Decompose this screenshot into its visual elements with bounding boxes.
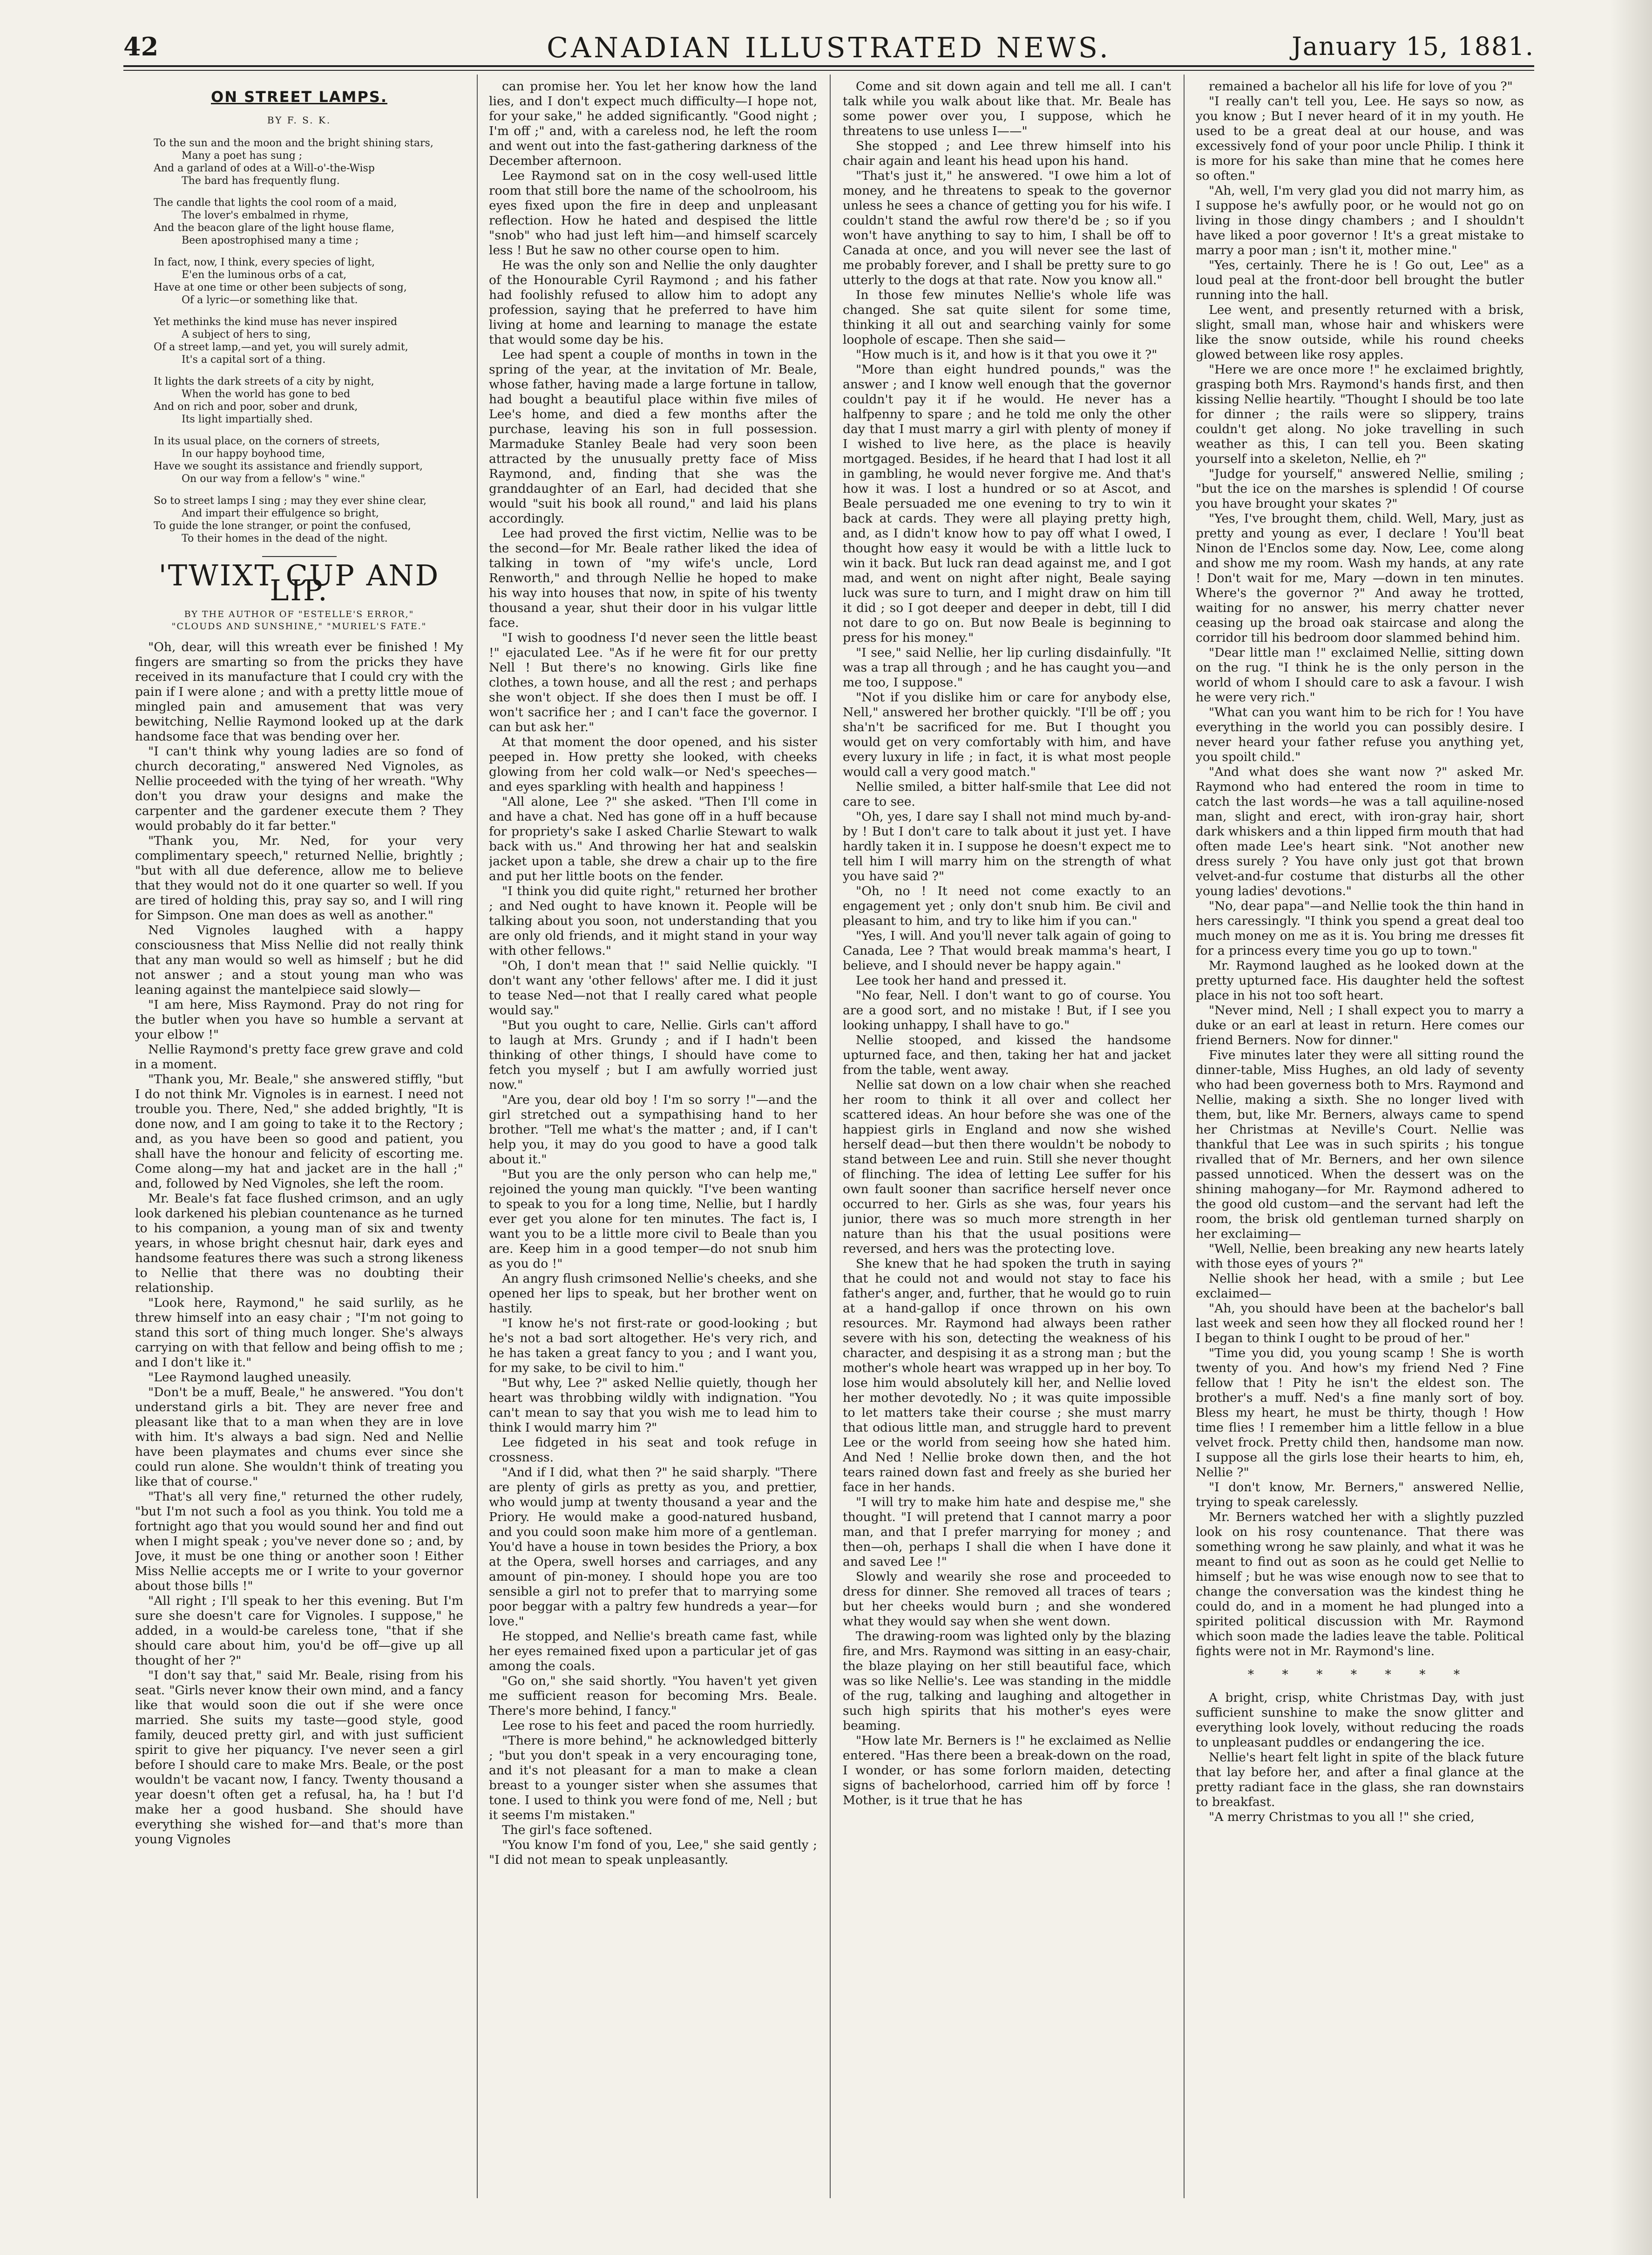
poem-line: To the sun and the moon and the bright shining stars,: [154, 137, 433, 149]
poem-line: To guide the lone stranger, or point the confused,: [154, 520, 411, 532]
poem-line: Yet methinks the kind muse has never inspired: [154, 316, 398, 328]
paragraph: "But why, Lee ?" asked Nellie quietly, though her heart was throbbing wildly with indignation. "You can't mean to say that you wish me to lead him to think I would marry him ?": [489, 1376, 817, 1435]
paragraph: "I know he's not first-rate or good-looking ; but he's not a bad sort altogether. He's very rich, and he has taken a great fancy to you ; and I want you, for my sake, to be civil to him.": [489, 1316, 817, 1375]
poem-line: Have at one time or other been subjects of song,: [154, 282, 407, 293]
paragraph: "Oh, yes, I dare say I shall not mind much by-and-by ! But I don't care to talk about it just yet. I have hardly taken it in. I suppose he doesn't expect me to tell him I will marry him on the strength of what you have said ?": [843, 809, 1171, 883]
story-text: [1196, 79, 1524, 1825]
poem-body: [135, 137, 463, 545]
paragraph: Lee fidgeted in his seat and took refuge in crossness.: [489, 1435, 817, 1465]
story-text: [489, 79, 817, 1868]
paragraph: "Oh, I don't mean that !" said Nellie quickly. "I don't want any 'other fellows' after me. I did it just to tease Ned—not that I really cared what people would say.": [489, 958, 817, 1018]
paragraph: "Go on," she said shortly. "You haven't yet given me sufficient reason for becoming Mrs. Beale. There's more behind, I fancy.": [489, 1674, 817, 1718]
newspaper-title: CANADIAN ILLUSTRATED NEWS.: [547, 32, 1111, 64]
poem-line: A subject of hers to sing,: [182, 329, 311, 340]
poem-line: The bard has frequently flung.: [182, 175, 340, 187]
paragraph: "All right ; I'll speak to her this evening. But I'm sure she doesn't care for Vignoles. I suppose," he added, in a would-be careless tone, "that if she should care about him, you'd be off—give up all thought of her ?": [135, 1594, 463, 1668]
column-divider: [1184, 75, 1185, 2198]
paragraph: "That's all very fine," returned the other rudely, "but I'm not such a fool as you think. You told me a fortnight ago that you would sound her and find out when I might speak ; you've never done so ; and, by Jove, it must be one thing or another soon ! Either Miss Nellie accepts me or I write to your governor about those bills !": [135, 1489, 463, 1593]
paragraph: "Judge for yourself," answered Nellie, smiling ; "but the ice on the marshes is splendid ! Of course you have brought your skates ?": [1196, 467, 1524, 511]
paragraph: "I can't think why young ladies are so fond of church decorating," answered Ned Vignoles, as Nellie proceeded with the tying of her wreath. "Why don't you draw your designs and make the carpenter and the gardener execute them ? They would probably do it far better.": [135, 744, 463, 833]
paragraph: Lee Raymond sat on in the cosy well-used little room that still bore the name of the schoolroom, his eyes fixed upon the fire in deep and unpleasant reflection. How he hated and despised the little "snob" who had just left him—and himself scarcely less ! But he saw no other course open to him.: [489, 169, 817, 258]
masthead-rule-thin: [123, 70, 1534, 71]
paragraph: Lee went, and presently returned with a brisk, slight, small man, whose hair and whiskers were like the snow outside, while his round cheeks glowed between like rosy apples.: [1196, 303, 1524, 362]
paragraph: Nellie sat down on a low chair when she reached her room to think it all over and collect her scattered ideas. An hour before she was one of the happiest girls in England and now she wished herself dead—but then there wouldn't be nobody to stand between Lee and ruin. Still she never thought of flinching. The idea of letting Lee suffer for his own fault sooner than sacrifice herself never once occurred to her. Girls as she was, four years his junior, there was so much more strength in her nature than his that the usual positions were reversed, and hers was the protecting love.: [843, 1078, 1171, 1256]
poem-stanza: [154, 197, 463, 247]
paragraph: "I am here, Miss Raymond. Pray do not ring for the butler when you have so humble a servant at your elbow !": [135, 998, 463, 1042]
paragraph: Lee had proved the first victim, Nellie was to be the second—for Mr. Beale rather liked the idea of talking in town of "my wife's uncle, Lord Renworth," and through Nellie he hoped to make his way into houses that now, in spite of his twenty thousand a year, shut their door in his vulgar little face.: [489, 526, 817, 630]
poem-byline: BY F. S. K.: [267, 115, 332, 126]
paragraph: "I wish to goodness I'd never seen the little beast !" ejaculated Lee. "As if he were fit for our pretty Nell ! But there's no knowing. Girls like fine clothes, a town house, and all the rest ; and perhaps she won't object. If she does then I must be off. I won't sacrifice her ; and I can't face the governor. I can but ask her.": [489, 631, 817, 734]
poem-line: It lights the dark streets of a city by night,: [154, 376, 374, 387]
paragraph: "All alone, Lee ?" she asked. "Then I'll come in and have a chat. Ned has gone off in a huff because for propriety's sake I asked Charlie Stewart to walk back with us." And throwing her hat and sealskin jacket upon a table, she drew a chair up to the fire and put her little boots on the fender.: [489, 795, 817, 883]
poem-line: When the world has gone to bed: [182, 388, 351, 400]
paragraph: remained a bachelor all his life for love of you ?": [1209, 79, 1513, 94]
paragraph: "Yes, certainly. There he is ! Go out, Lee" as a loud peal at the front-door bell brought the butler running into the hall.: [1196, 258, 1524, 302]
paragraph: "I think you did quite right," returned her brother ; and Ned ought to have known it. People will be talking about you soon, not understanding that you are only old friends, and it might stand in your way with other fellows.": [489, 884, 817, 958]
paragraph: "And if I did, what then ?" he said sharply. "There are plenty of girls as pretty as you, and prettier, who would jump at twenty thousand a year and the Priory. He would make a good-natured husband, and you could soon make him more of a gentleman. You'd have a house in town besides the Priory, a box at the Opera, swell horses and carriages, and any amount of pin-money. I should hope you are too sensible a girl not to prefer that to marrying some poor beggar with a paltry few hundreds a year—for love.": [489, 1465, 817, 1629]
column-divider: [830, 75, 831, 2198]
poem-line: And on rich and poor, sober and drunk,: [154, 401, 358, 413]
paragraph: "Thank you, Mr. Beale," she answered stiffly, "but I do not think Mr. Vignoles is in earnest. I need not trouble you. There, Ned," she added brightly, "It is done now, and I am going to take it to the Rectory ; and, as you have been so good and patient, you shall have the honour and felicity of escorting me. Come along—my hat and jacket are in the hall ;" and, followed by Ned Vignoles, she left the room.: [135, 1072, 463, 1191]
poem-stanza: [154, 256, 463, 306]
paragraph: An angry flush crimsoned Nellie's cheeks, and she opened her lips to speak, but her brother went on hastily.: [489, 1271, 817, 1316]
attribution-line: "CLOUDS AND SUNSHINE," "MURIEL'S FATE.": [171, 621, 427, 632]
paragraph: Nellie shook her head, with a smile ; but Lee exclaimed—: [1196, 1271, 1524, 1301]
masthead: [123, 32, 1534, 64]
poem-line: In fact, now, I think, every species of light,: [154, 257, 375, 268]
paragraph: "Thank you, Mr. Ned, for your very complimentary speech," returned Nellie, brightly ; "but with all due deference, allow me to believe that they would not do it one quarter so well. If you are tired of holding this, pray say so, and I will ring for Simpson. One man does as well as another.": [135, 834, 463, 923]
poem-line: In our happy boyhood time,: [182, 448, 325, 460]
paragraph: "Ah, you should have been at the bachelor's ball last week and seen how they all flocked round her ! I began to think I ought to be proud of her.": [1196, 1301, 1524, 1345]
paragraph: Mr. Beale's fat face flushed crimson, and an ugly look darkened his plebian countenance as he turned to his companion, a young man of six and twenty years, in whose bright chesnut hair, dark eyes and handsome features there was such a strong likeness to Nellie that there was no doubting their relationship.: [135, 1191, 463, 1295]
paragraph: "Yes, I will. And you'll never talk again of going to Canada, Lee ? That would break mamma's heart, I believe, and I should never be happy again.": [843, 929, 1171, 973]
paragraph: Five minutes later they were all sitting round the dinner-table, Miss Hughes, an old lady of seventy who had been governess both to Mrs. Raymond and Nellie, making a sixth. She no longer lived with them, but, like Mr. Berners, always came to spend her Christmas at Neville's Court. Nellie was thankful that Lee was in such spirits ; his tongue rivalled that of Mr. Berners, and her own silence passed unnoticed. When the dessert was on the shining mahogany—for Mr. Raymond adhered to the good old custom—and the servant had left the room, the brisk old gentleman turned sharply on her exclaiming—: [1196, 1048, 1524, 1241]
paragraph: "No, dear papa"—and Nellie took the thin hand in hers caressingly. "I think you spend a great deal too much money on me as it is. You bring me dresses fit for a princess every time you go up to town.": [1196, 899, 1524, 958]
paragraph: "Time you did, you young scamp ! She is worth twenty of you. And how's my friend Ned ? Fine fellow that ! Pity he isn't the eldest son. The brother's a muff. Ned's a fine manly sort of boy. Bless my heart, he must be thirty, though ! How time flies ! I remember him a little fellow in a blue velvet frock. Pretty child then, handsome man now. I suppose all the girls lose their hearts to him, eh, Nellie ?": [1196, 1346, 1524, 1480]
paragraph: "Never mind, Nell ; I shall expect you to marry a duke or an earl at least in return. Here comes our friend Berners. Now for dinner.": [1196, 1003, 1524, 1047]
column-2: [489, 79, 817, 2203]
story-text: [135, 640, 463, 1847]
poem-line: And a garland of odes at a Will-o'-the-Wisp: [154, 163, 375, 174]
paragraph: "Here we are once more !" he exclaimed brightly, grasping both Mrs. Raymond's hands first, and then kissing Nellie heartily. "Thought I should be too late for dinner ; the rails were so slippery, trains couldn't get along. No joke travelling in such weather as this, I can tell you. Been skating yourself into a skeleton, Nellie, eh ?": [1196, 362, 1524, 466]
attribution-line: BY THE AUTHOR OF "ESTELLE'S ERROR,": [184, 609, 414, 619]
paragraph: Lee rose to his feet and paced the room hurriedly.: [502, 1718, 815, 1733]
section-rule: [262, 556, 337, 557]
paragraph: "Yes, I've brought them, child. Well, Mary, just as pretty and young as ever, I declare ! You'll beat Ninon de l'Enclos some day. Now, Lee, come along and show me my room. Wash my hands, at any rate ! Don't wait for me, Mary —down in ten minutes. Where's the governor ?" And away he trotted, waiting for no answer, his merry chatter never ceasing up the broad oak staircase and along the corridor till his bedroom door slammed behind him.: [1196, 511, 1524, 645]
paragraph: In those few minutes Nellie's whole life was changed. She sat quite silent for some time, thinking it all out and searching vainly for some loophole of escape. Then she said—: [843, 288, 1171, 347]
paragraph: Ned Vignoles laughed with a happy consciousness that Miss Nellie did not really think that any man would so well as himself ; but he did not answer ; and a stout young man who was leaning against the mantelpiece said slowly—: [135, 923, 463, 997]
poem-line: It's a capital sort of a thing.: [182, 354, 326, 366]
column-1: [135, 79, 463, 2203]
paragraph: Lee took her hand and pressed it.: [856, 973, 1067, 988]
paragraph: Nellie stooped, and kissed the handsome upturned face, and then, taking her hat and jacket from the table, went away.: [843, 1033, 1171, 1077]
paragraph: At that moment the door opened, and his sister peeped in. How pretty she looked, with cheeks glowing from her cold walk—or Ned's speeches—and eyes sparkling with health and happiness !: [489, 735, 817, 794]
poem-line: Its light impartially shed.: [182, 414, 313, 425]
paragraph: "Well, Nellie, been breaking any new hearts lately with those eyes of yours ?": [1196, 1242, 1524, 1271]
paragraph: "I will try to make him hate and despise me," she thought. "I will pretend that I cannot marry a poor man, and that I prefer marrying for money ; and then—oh, perhaps I shall die when I have done it and saved Lee !": [843, 1495, 1171, 1569]
poem-line: E'en the luminous orbs of a cat,: [182, 269, 347, 281]
paragraph: "I really can't tell you, Lee. He says so now, as you know ; But I never heard of it in my youth. He used to be a great deal at our house, and was excessively fond of your poor uncle Philip. I think it is more for his sake than mine that he comes here so often.": [1196, 94, 1524, 183]
paragraph: "How late Mr. Berners is !" he exclaimed as Nellie entered. "Has there been a break-down on the road, I wonder, or has some forlorn maiden, detecting signs of bachelorhood, carried him off by force ! Mother, is it true that he has: [843, 1733, 1171, 1807]
paragraph: "I see," said Nellie, her lip curling disdainfully. "It was a trap all through ; and he has caught you—and me too, I suppose.": [843, 645, 1171, 690]
paragraph: "Don't be a muff, Beale," he answered. "You don't understand girls a bit. They are never free and pleasant like that to a man when they are in love with him. It's always a bad sign. Ned and Nellie have been playmates and chums ever since she could run alone. She wouldn't think of treating you like that of course.": [135, 1385, 463, 1489]
paragraph: "Dear little man !" exclaimed Nellie, sitting down on the rug. "I think he is the only person in the world of whom I should care to ask a favour. I wish he were very rich.": [1196, 645, 1524, 705]
paragraph: "There is more behind," he acknowledged bitterly ; "but you don't speak in a very encouraging tone, and it's not pleasant for a man to make a clean breast to a younger sister when she assumes that tone. I used to think you were fond of me, Nell ; but it seems I'm mistaken.": [489, 1733, 817, 1822]
story-attribution: [135, 608, 463, 632]
poem-line: In its usual place, on the corners of streets,: [154, 435, 380, 447]
poem-line: The lover's embalmed in rhyme,: [182, 210, 349, 221]
paragraph: "I don't say that," said Mr. Beale, rising from his seat. "Girls never know their own mind, and a fancy like that would soon die out if she were once married. She suits my taste—good style, good family, deuced pretty girl, and with just sufficient spirit to give her piquancy. I've never seen a girl before I should care to make Mrs. Beale, or the post wouldn't be vacant now, I fancy. Twenty thousand a year doesn't often get a refusal, ha, ha ! but I'd make her a good husband. She should have everything she wished for—and that's more than young Vignoles: [135, 1668, 463, 1847]
poem-stanza: [154, 375, 463, 426]
paragraph: "But you are the only person who can help me," rejoined the young man quickly. "I've been wanting to speak to you for a long time, Nellie, but I hardly ever get you alone for ten minutes. The fact is, I want you to be a little more civil to Beale than you are. Keep him in a good temper—do not snub him as you do !": [489, 1167, 817, 1271]
poem-line: And impart their effulgence so bright,: [182, 508, 379, 519]
paragraph: Nellie's heart felt light in spite of the black future that lay before her, and after a final glance at the pretty radiant face in the glass, she ran downstairs to breakfast.: [1196, 1750, 1524, 1809]
poem-line: The candle that lights the cool room of a maid,: [154, 197, 397, 209]
poem-line: So to street lamps I sing ; may they ever shine clear,: [154, 495, 427, 507]
paragraph: Slowly and wearily she rose and proceeded to dress for dinner. She removed all traces of tears ; but her cheeks would burn ; and she wondered what they would say when she went down.: [843, 1569, 1171, 1629]
page-number: 42: [123, 32, 159, 61]
paragraph: "How much is it, and how is it that you owe it ?": [856, 347, 1158, 362]
column-3: [843, 79, 1171, 2203]
paragraph: Nellie Raymond's pretty face grew grave and cold in a moment.: [135, 1042, 463, 1072]
paragraph: "Ah, well, I'm very glad you did not marry him, as I suppose he's awfully poor, or he would not go on living in those dingy chambers ; and I shouldn't have liked a poor governor ! It's a great mistake to marry a poor man ; isn't it, mother mine.": [1196, 183, 1524, 258]
column-4: [1196, 79, 1524, 2203]
paragraph: "Look here, Raymond," he said surlily, as he threw himself into an easy chair ; "I'm not going to stand this sort of thing much longer. She's always carrying on with that fellow and being offish to me ; and I don't like it.": [135, 1296, 463, 1370]
poem-stanza: [154, 495, 463, 545]
paragraph: "Not if you dislike him or care for anybody else, Nell," answered her brother quickly. "I'll be off ; you sha'n't be sacrificed for me. But I thought you would get on very comfortably with him, and have every luxury in life ; in fact, it is what most people would call a very good match.": [843, 690, 1171, 779]
poem-line: Of a lyric—or something like that.: [182, 294, 358, 306]
column-divider: [477, 75, 478, 2198]
paragraph: "I don't know, Mr. Berners," answered Nellie, trying to speak carelessly.: [1196, 1480, 1524, 1509]
poem-line: Of a street lamp,—and yet, you will surely admit,: [154, 341, 408, 353]
paragraph: Nellie smiled, a bitter half-smile that Lee did not care to see.: [843, 780, 1171, 809]
poem-line: Been apostrophised many a time ;: [182, 235, 359, 246]
paragraph: "No fear, Nell. I don't want to go of course. You are a good sort, and no mistake ! But, if I see you looking unhappy, I shall have to go.": [843, 988, 1171, 1032]
paragraph: Mr. Berners watched her with a slightly puzzled look on his rosy countenance. That there was something wrong he saw plainly, and what it was he meant to find out as soon as he could get Nellie to himself ; but he was wise enough now to see that to change the conversation was the kindest thing he could do, and in a moment he had plunged into a spirited political discussion with Mr. Raymond which soon made the ladies leave the table. Political fights were not in Mr. Raymond's line.: [1196, 1510, 1524, 1658]
paragraph: "A merry Christmas to you all !" she cried,: [1209, 1810, 1475, 1824]
poem-stanza: [154, 316, 463, 366]
paragraph: He was the only son and Nellie the only daughter of the Honourable Cyril Raymond ; and his father had foolishly refused to allow him to adopt any profession, saying that he preferred to have him living at home and learning to manage the estate that would some day be his.: [489, 258, 817, 347]
paragraph: "What can you want him to be rich for ! You have everything in the world you can possibly desire. I never heard your father refuse you anything yet, you spoilt child.": [1196, 705, 1524, 764]
page-edge-shadow: [1610, 0, 1652, 2255]
paragraph: "Oh, no ! It need not come exactly to an engagement yet ; only don't snub him. Be civil and pleasant to him, and try to like him if you can.": [843, 884, 1171, 928]
paragraph: "That's just it," he answered. "I owe him a lot of money, and he threatens to speak to the governor unless he sees a chance of getting you for his wife. I couldn't stand the awful row there'd be ; so if you won't have anything to say to him, I shall be off to Canada at once, and you will never see the last of me probably forever, and I shall be pretty sure to go utterly to the dogs at that rate. Now you know all.": [843, 169, 1171, 287]
poem-line: Have we sought its assistance and friendly support,: [154, 461, 423, 472]
masthead-rule: [123, 65, 1534, 67]
paragraph: Come and sit down again and tell me all. I can't talk while you walk about like that. Mr. Beale has some power over you, I suppose, which he threatens to use unless I——": [843, 79, 1171, 138]
poem-line: And the beacon glare of the light house flame,: [154, 222, 394, 234]
paragraph: can promise her. You let her know how the land lies, and I don't expect much difficulty—I hope not, for your sake," he added significantly. "Good night ; I'm off ;" and, with a careless nod, he left the room and went out into the fast-gathering darkness of the December afternoon.: [489, 79, 817, 168]
poem-line: Many a poet has sung ;: [182, 150, 303, 162]
poem-line: On our way from a fellow's " wine.": [182, 473, 366, 485]
paragraph: A bright, crisp, white Christmas Day, with just sufficient sunshine to make the snow glitter and everything look lovely, without reducing the roads to unpleasant puddles or endangering the ice.: [1196, 1691, 1524, 1750]
issue-date: January 15, 1881.: [1292, 32, 1534, 61]
paragraph: "Oh, dear, will this wreath ever be finished ! My fingers are smarting so from the pricks they have received in its manufacture that I could cry with the pain if I were alone ; and with a pretty little moue of mingled pain and amusement that was very bewitching, Nellie Raymond looked up at the dark handsome face that was bending over her.: [135, 640, 463, 744]
paragraph: "Are you, dear old boy ! I'm so sorry !"—and the girl stretched out a sympathising hand to her brother. "Tell me what's the matter ; and, if I can't help you, it may do you good to have a good talk about it.": [489, 1093, 817, 1167]
paragraph: "But you ought to care, Nellie. Girls can't afford to laugh at Mrs. Grundy ; and if I hadn't been thinking of other things, I should have come to fetch you myself ; but I am awfully worried just now.": [489, 1018, 817, 1092]
paragraph: Lee had spent a couple of months in town in the spring of the year, at the invitation of Mr. Beale, whose father, having made a large fortune in tallow, had bought a beautiful place within five miles of Lee's home, and died a few months after the purchase, leaving his son in full possession. Marmaduke Stanley Beale had very soon been attracted by the unusually pretty face of Miss Raymond, and, finding that she was the granddaughter of an Earl, had decided that she would "suit his book all round," and laid his plans accordingly.: [489, 347, 817, 526]
paragraph: "And what does she want now ?" asked Mr. Raymond who had entered the room in time to catch the last words—he was a tall aquiline-nosed man, slight and erect, with iron-gray hair, short dark whiskers and a thin lipped firm mouth that had often made Lee's heart sink. "Not another new dress surely ? You have only just got that brown velvet-and-fur costume that disturbs all the other young ladies' devotions.": [1196, 765, 1524, 898]
section-break-stars: * * * * * * *: [1247, 1667, 1472, 1682]
paragraph: "More than eight hundred pounds," was the answer ; and I know well enough that the governor couldn't pay it if he would. He never has a halfpenny to spare ; and he told me only the other day that I must marry a girl with plenty of money if I wished to live here, as the place is heavily mortgaged. Besides, if he heard that I had lost it all in gambling, he would never forgive me. And that's how it was. I lost a hundred or so at Ascot, and Beale persuaded me one evening to try to win it back at cards. They were all playing pretty high, and, as I didn't know how to pay off what I owed, I thought how easy it would be with a little luck to win it back. But luck ran dead against me, and I got mad, and went on night after night, Beale saying luck was sure to turn, and I might draw on him till it did ; so I got deeper and deeper in debt, till I did not dare to go on. But now Beale is beginning to press for his money.": [843, 362, 1171, 645]
paragraph: The drawing-room was lighted only by the blazing fire, and Mrs. Raymond was sitting in an easy-chair, the blaze playing on her still beautiful face, which was so like Nellie's. Lee was standing in the middle of the rug, talking and laughing and altogether in such high spirits that his mother's eyes were beaming.: [843, 1629, 1171, 1733]
poem-stanza: [154, 137, 463, 187]
poem-line: To their homes in the dead of the night.: [182, 533, 388, 544]
story-text: [843, 79, 1171, 1808]
story-title: 'TWIXT CUP AND LIP.: [158, 558, 440, 607]
paragraph: He stopped, and Nellie's breath came fast, while her eyes remained fixed upon a particular jet of gas among the coals.: [489, 1629, 817, 1673]
poem-title: ON STREET LAMPS.: [211, 88, 387, 106]
paragraph: "Lee Raymond laughed uneasily.: [148, 1370, 352, 1385]
paragraph: "You know I'm fond of you, Lee," she said gently ; "I did not mean to speak unpleasantly.: [489, 1838, 817, 1867]
paragraph: The girl's face softened.: [502, 1823, 653, 1837]
paragraph: She knew that he had spoken the truth in saying that he could not and would not stay to face his father's anger, and, further, that he would go to ruin at a hand-gallop if once thrown on his own resources. Mr. Raymond had always been rather severe with his son, detecting the weakness of his character, and despising it as a strong man ; but the mother's whole heart was wrapped up in her boy. To lose him would absolutely kill her, and Nellie loved her mother devotedly. No ; it was quite impossible to let matters take their course ; she must marry that odious little man, and struggle hard to prevent Lee or the world from seeing how she hated him. And Ned ! Nellie broke down then, and the hot tears rained down fast and freely as she buried her face in her hands.: [843, 1257, 1171, 1494]
poem-stanza: [154, 435, 463, 485]
paragraph: She stopped ; and Lee threw himself into his chair again and leant his head upon his hand.: [843, 139, 1171, 168]
paragraph: Mr. Raymond laughed as he looked down at the pretty upturned face. His daughter held the softest place in his not too soft heart.: [1196, 958, 1524, 1003]
